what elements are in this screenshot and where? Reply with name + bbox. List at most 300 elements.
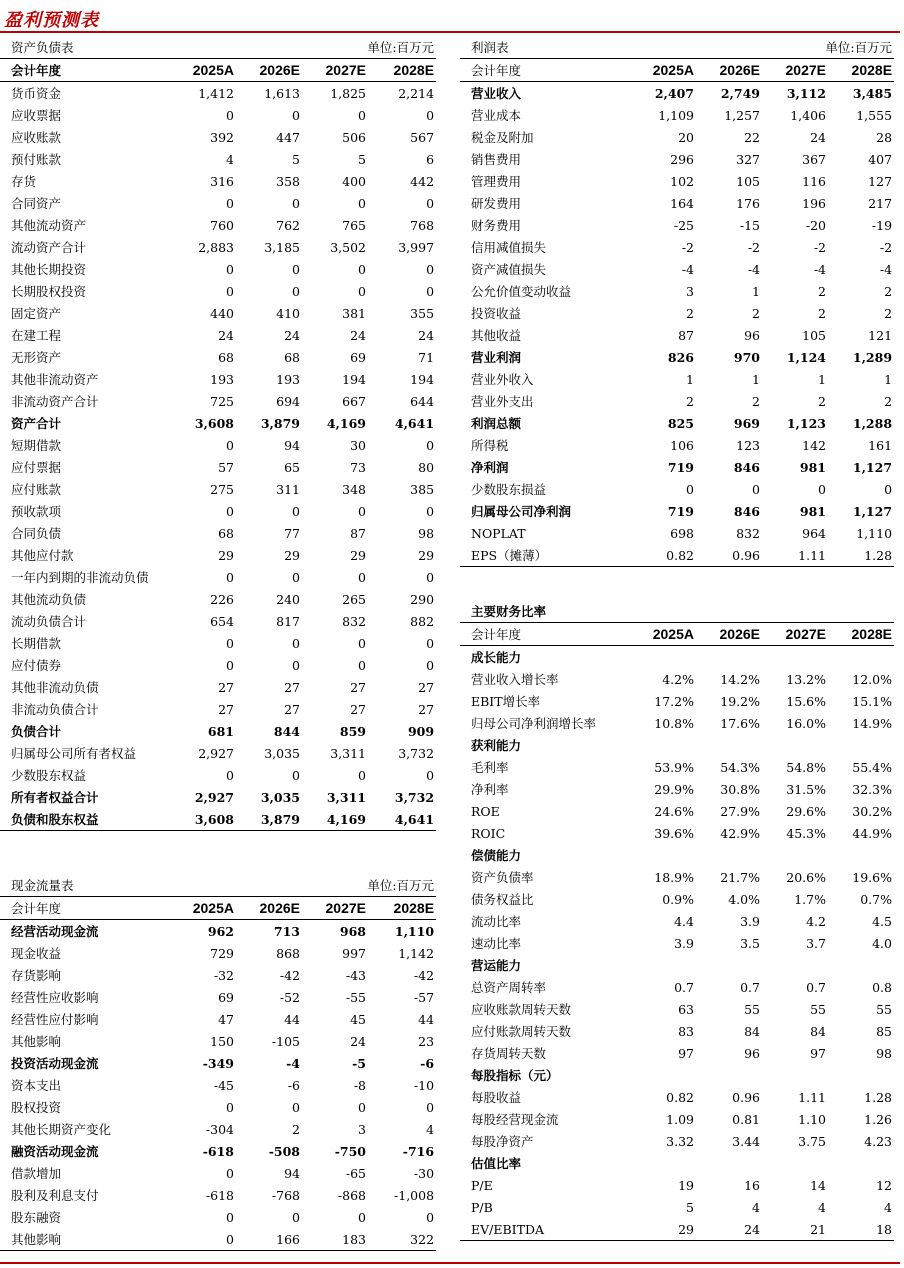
value-cell: 0 bbox=[226, 261, 234, 277]
table-row bbox=[460, 1130, 894, 1152]
value-cell: 729 bbox=[210, 945, 234, 961]
cash-flow-table bbox=[0, 873, 436, 1251]
table-row bbox=[0, 434, 436, 456]
table-row bbox=[0, 412, 436, 434]
value-cell: 1 bbox=[686, 371, 694, 387]
value-cell: 0 bbox=[426, 767, 435, 783]
value-cell: 87 bbox=[350, 525, 366, 541]
value-cell: 42.9% bbox=[720, 825, 760, 841]
value-cell: 3,035 bbox=[260, 789, 300, 805]
table-row bbox=[460, 236, 894, 258]
table-row bbox=[460, 1196, 894, 1218]
value-cell: 0 bbox=[358, 657, 366, 673]
value-cell: 54.3% bbox=[720, 759, 760, 775]
value-cell: 4.0 bbox=[872, 935, 892, 951]
value-cell: 760 bbox=[210, 217, 234, 233]
value-cell: 4 bbox=[226, 151, 234, 167]
table-row bbox=[460, 500, 894, 522]
table-row bbox=[460, 280, 894, 302]
value-cell: 20 bbox=[678, 129, 694, 145]
value-cell: 969 bbox=[733, 415, 760, 431]
row-label: 公允价值变动收益 bbox=[471, 284, 572, 299]
value-cell: -43 bbox=[345, 967, 366, 983]
row-label: 其他长期资产变化 bbox=[11, 1122, 112, 1137]
category-label: 估值比率 bbox=[471, 1156, 522, 1171]
value-cell: 19.6% bbox=[852, 869, 892, 885]
value-cell: 3,485 bbox=[852, 85, 893, 101]
row-label: 无形资产 bbox=[11, 350, 62, 365]
value-cell: 0 bbox=[426, 1209, 435, 1225]
row-label: 现金收益 bbox=[11, 946, 62, 961]
value-cell: 0 bbox=[292, 569, 300, 585]
value-cell: -1,008 bbox=[394, 1187, 435, 1203]
table-row bbox=[460, 258, 894, 280]
fiscal-year-label: 会计年度 bbox=[0, 59, 174, 82]
value-cell: 3,879 bbox=[236, 808, 302, 831]
value-cell: 0.7 bbox=[740, 979, 760, 995]
value-cell: 882 bbox=[410, 613, 435, 629]
value-cell: 2 bbox=[884, 305, 893, 321]
value-cell: -768 bbox=[271, 1187, 300, 1203]
category-label: 营运能力 bbox=[471, 958, 522, 973]
value-cell: 176 bbox=[736, 195, 760, 211]
table-row bbox=[460, 1108, 894, 1130]
value-cell: 265 bbox=[342, 591, 366, 607]
value-cell: 150 bbox=[210, 1033, 234, 1049]
value-cell: 0 bbox=[358, 635, 366, 651]
value-cell: 4.23 bbox=[864, 1133, 892, 1149]
value-cell: 0 bbox=[292, 767, 300, 783]
value-cell: 96 bbox=[744, 327, 760, 343]
value-cell: 83 bbox=[678, 1023, 694, 1039]
value-cell: 0 bbox=[292, 195, 300, 211]
value-cell: 4.5 bbox=[872, 913, 892, 929]
value-cell: 3.9 bbox=[740, 913, 760, 929]
value-cell: 0 bbox=[292, 261, 300, 277]
value-cell: 194 bbox=[410, 371, 435, 387]
row-label: 存货影响 bbox=[11, 968, 62, 983]
table-row bbox=[0, 964, 436, 986]
row-label: 财务费用 bbox=[471, 218, 522, 233]
table-row bbox=[0, 214, 436, 236]
value-cell: 4 bbox=[752, 1199, 760, 1215]
table-row bbox=[0, 390, 436, 412]
table-row bbox=[0, 82, 436, 105]
value-cell: 24 bbox=[218, 327, 234, 343]
table-row bbox=[0, 676, 436, 698]
row-label: 营业利润 bbox=[471, 350, 522, 365]
table-row bbox=[460, 346, 894, 368]
value-cell: 15.1% bbox=[852, 693, 892, 709]
value-cell: 44.9% bbox=[852, 825, 892, 841]
row-label: 少数股东权益 bbox=[11, 768, 87, 783]
value-cell: 765 bbox=[342, 217, 366, 233]
value-cell: 71 bbox=[418, 349, 435, 365]
value-cell: 4 bbox=[884, 1199, 892, 1215]
category-row bbox=[460, 844, 894, 866]
value-cell: 0 bbox=[226, 569, 234, 585]
value-cell: 0 bbox=[292, 283, 300, 299]
year-header: 2025A bbox=[634, 623, 696, 646]
row-label: 归属母公司净利润 bbox=[471, 504, 572, 519]
balance-sheet-title: 资产负债表 bbox=[0, 35, 174, 59]
row-label: 资产负债率 bbox=[471, 870, 534, 885]
fiscal-year-label: 会计年度 bbox=[460, 59, 634, 82]
row-label: 其他影响 bbox=[0, 1228, 174, 1251]
value-cell: -716 bbox=[402, 1143, 435, 1159]
table-row bbox=[460, 456, 894, 478]
table-row bbox=[0, 148, 436, 170]
value-cell: 85 bbox=[876, 1023, 892, 1039]
value-cell: 29 bbox=[284, 547, 300, 563]
section-heading-row bbox=[0, 873, 436, 897]
value-cell: 4.2 bbox=[806, 913, 826, 929]
row-label: 预付账款 bbox=[11, 152, 62, 167]
row-label: 流动负债合计 bbox=[11, 614, 87, 629]
value-cell: 105 bbox=[802, 327, 826, 343]
year-header: 2025A bbox=[634, 59, 696, 82]
value-cell: 3.7 bbox=[806, 935, 826, 951]
value-cell: -25 bbox=[673, 217, 694, 233]
row-label: 营业外收入 bbox=[471, 372, 534, 387]
value-cell: 290 bbox=[410, 591, 435, 607]
value-cell: 2 bbox=[292, 1121, 300, 1137]
row-label: 非流动负债合计 bbox=[11, 702, 99, 717]
table-row bbox=[0, 986, 436, 1008]
value-cell: 6 bbox=[426, 151, 435, 167]
value-cell: 846 bbox=[733, 459, 760, 475]
value-cell: 5 bbox=[686, 1199, 694, 1215]
value-cell: 327 bbox=[736, 151, 760, 167]
row-label: 股利及利息支付 bbox=[11, 1188, 99, 1203]
value-cell: 196 bbox=[802, 195, 826, 211]
row-label: 营业收入增长率 bbox=[471, 672, 559, 687]
value-cell: 2 bbox=[884, 283, 893, 299]
value-cell: 4,169 bbox=[302, 808, 368, 831]
table-row bbox=[0, 302, 436, 324]
row-label: 应付账款周转天数 bbox=[471, 1024, 572, 1039]
value-cell: 1,289 bbox=[852, 349, 893, 365]
value-cell: 997 bbox=[342, 945, 366, 961]
category-label: 成长能力 bbox=[471, 650, 522, 665]
value-cell: 94 bbox=[284, 437, 300, 453]
value-cell: 970 bbox=[733, 349, 760, 365]
value-cell: 1,412 bbox=[198, 85, 234, 101]
row-label: ROE bbox=[471, 803, 500, 819]
year-header-row bbox=[0, 59, 436, 82]
value-cell: -4 bbox=[286, 1055, 300, 1071]
table-row bbox=[0, 522, 436, 544]
value-cell: 55.4% bbox=[852, 759, 892, 775]
table-row bbox=[460, 522, 894, 544]
value-cell: 3,035 bbox=[264, 745, 300, 761]
value-cell: 84 bbox=[744, 1023, 760, 1039]
value-cell: 3.5 bbox=[740, 935, 760, 951]
year-header: 2028E bbox=[828, 623, 894, 646]
income-statement-table bbox=[460, 35, 894, 567]
value-cell: 121 bbox=[868, 327, 893, 343]
table-row bbox=[460, 82, 894, 105]
value-cell: 0 bbox=[226, 657, 234, 673]
value-cell: 142 bbox=[802, 437, 826, 453]
value-cell: 844 bbox=[273, 723, 300, 739]
table-row bbox=[0, 456, 436, 478]
value-cell: 28 bbox=[876, 129, 893, 145]
table-row bbox=[0, 654, 436, 676]
table-row bbox=[0, 1030, 436, 1052]
value-cell: 14.9% bbox=[852, 715, 892, 731]
value-cell: 69 bbox=[218, 989, 234, 1005]
value-cell: 4.4 bbox=[674, 913, 694, 929]
table-row bbox=[460, 690, 894, 712]
table-row bbox=[0, 742, 436, 764]
table-row bbox=[0, 1096, 436, 1118]
table-row bbox=[0, 1140, 436, 1162]
value-cell: 127 bbox=[868, 173, 893, 189]
value-cell: -65 bbox=[345, 1165, 366, 1181]
value-cell: 161 bbox=[868, 437, 893, 453]
row-label: 资产合计 bbox=[11, 416, 62, 431]
value-cell: 0 bbox=[426, 107, 435, 123]
value-cell: 1.7% bbox=[794, 891, 826, 907]
row-label: 营业成本 bbox=[471, 108, 522, 123]
fiscal-year-label: 会计年度 bbox=[460, 623, 634, 646]
value-cell: 97 bbox=[678, 1045, 694, 1061]
row-label: P/E bbox=[471, 1177, 493, 1193]
table-row bbox=[0, 1162, 436, 1184]
table-row bbox=[460, 1042, 894, 1064]
value-cell: 27 bbox=[418, 701, 435, 717]
table-row bbox=[460, 192, 894, 214]
table-row bbox=[460, 822, 894, 844]
value-cell: 909 bbox=[407, 723, 435, 739]
value-cell: 2 bbox=[752, 305, 760, 321]
table-row bbox=[460, 910, 894, 932]
row-label: 税金及附加 bbox=[471, 130, 534, 145]
value-cell: 3,732 bbox=[398, 745, 435, 761]
value-cell: 2 bbox=[818, 305, 826, 321]
value-cell: 316 bbox=[210, 173, 234, 189]
value-cell: 55 bbox=[744, 1001, 760, 1017]
table-row bbox=[460, 1086, 894, 1108]
value-cell: 392 bbox=[210, 129, 234, 145]
value-cell: 1.28 bbox=[864, 1089, 892, 1105]
value-cell: 105 bbox=[736, 173, 760, 189]
value-cell: 2 bbox=[686, 393, 694, 409]
value-cell: 0 bbox=[426, 261, 435, 277]
value-cell: 2 bbox=[818, 393, 826, 409]
year-header: 2028E bbox=[368, 59, 436, 82]
value-cell: 0 bbox=[358, 767, 366, 783]
value-cell: 16 bbox=[744, 1177, 760, 1193]
value-cell: 18.9% bbox=[654, 869, 694, 885]
table-row bbox=[460, 1020, 894, 1042]
value-cell: 1 bbox=[752, 371, 760, 387]
value-cell: 442 bbox=[410, 173, 435, 189]
value-cell: 0 bbox=[884, 481, 893, 497]
value-cell: 2,883 bbox=[198, 239, 234, 255]
value-cell: 275 bbox=[210, 481, 234, 497]
section-heading-row bbox=[460, 35, 894, 59]
value-cell: 17.6% bbox=[720, 715, 760, 731]
value-cell: 506 bbox=[342, 129, 366, 145]
value-cell: 3,608 bbox=[174, 808, 236, 831]
year-header: 2026E bbox=[696, 623, 762, 646]
category-row bbox=[460, 646, 894, 669]
value-cell: 1.28 bbox=[828, 544, 894, 567]
table-row bbox=[0, 1052, 436, 1074]
row-label: 其他影响 bbox=[11, 1034, 62, 1049]
value-cell: 80 bbox=[418, 459, 435, 475]
value-cell: 1,124 bbox=[786, 349, 826, 365]
value-cell: -2 bbox=[747, 239, 760, 255]
value-cell: 0 bbox=[358, 1209, 366, 1225]
value-cell: 817 bbox=[276, 613, 300, 629]
value-cell: -2 bbox=[879, 239, 893, 255]
value-cell: 0.96 bbox=[732, 1089, 760, 1105]
value-cell: 567 bbox=[410, 129, 435, 145]
value-cell: 63 bbox=[678, 1001, 694, 1017]
row-label: 在建工程 bbox=[11, 328, 62, 343]
value-cell: 2,214 bbox=[398, 85, 435, 101]
unit-label: 单位:百万元 bbox=[634, 35, 894, 59]
value-cell: 30.8% bbox=[720, 781, 760, 797]
value-cell: 698 bbox=[670, 525, 694, 541]
value-cell: 0 bbox=[426, 635, 435, 651]
value-cell: 84 bbox=[810, 1023, 826, 1039]
value-cell: 3,311 bbox=[330, 745, 366, 761]
value-cell: 0 bbox=[226, 283, 234, 299]
value-cell: 68 bbox=[218, 525, 234, 541]
value-cell: 0 bbox=[226, 1099, 234, 1115]
row-label: 固定资产 bbox=[11, 306, 62, 321]
value-cell: 24.6% bbox=[654, 803, 694, 819]
value-cell: 0 bbox=[426, 503, 435, 519]
value-cell: 0 bbox=[426, 283, 435, 299]
table-row bbox=[460, 932, 894, 954]
value-cell: 24 bbox=[810, 129, 826, 145]
row-label: 少数股东损益 bbox=[471, 482, 547, 497]
value-cell: -15 bbox=[739, 217, 760, 233]
value-cell: 868 bbox=[276, 945, 300, 961]
year-header: 2025A bbox=[174, 897, 236, 920]
row-label: 应付账款 bbox=[11, 482, 62, 497]
value-cell: -105 bbox=[271, 1033, 300, 1049]
value-cell: 322 bbox=[368, 1228, 436, 1251]
value-cell: 68 bbox=[284, 349, 300, 365]
value-cell: 98 bbox=[876, 1045, 892, 1061]
row-label: 归属母公司所有者权益 bbox=[11, 746, 137, 761]
value-cell: 1 bbox=[884, 371, 893, 387]
row-label: 债务权益比 bbox=[471, 892, 534, 907]
value-cell: 1,555 bbox=[856, 107, 893, 123]
table-row bbox=[460, 148, 894, 170]
title-divider bbox=[0, 31, 900, 33]
value-cell: 296 bbox=[670, 151, 694, 167]
row-label: 毛利率 bbox=[471, 760, 509, 775]
table-row bbox=[0, 808, 436, 831]
table-row bbox=[460, 1174, 894, 1196]
value-cell: 1.11 bbox=[798, 1089, 826, 1105]
table-row bbox=[0, 170, 436, 192]
year-header: 2025A bbox=[174, 59, 236, 82]
value-cell: 19 bbox=[678, 1177, 694, 1193]
value-cell: 1,142 bbox=[398, 945, 435, 961]
row-label: 速动比率 bbox=[471, 936, 522, 951]
row-label: 合同资产 bbox=[11, 196, 62, 211]
table-row bbox=[460, 434, 894, 456]
row-label: 应付债券 bbox=[11, 658, 62, 673]
value-cell: -42 bbox=[279, 967, 300, 983]
value-cell: -868 bbox=[337, 1187, 366, 1203]
value-cell: 22 bbox=[744, 129, 760, 145]
value-cell: 94 bbox=[284, 1165, 300, 1181]
row-label: 一年内到期的非流动负债 bbox=[11, 570, 149, 585]
value-cell: 69 bbox=[350, 349, 366, 365]
value-cell: 0.82 bbox=[666, 1089, 694, 1105]
row-label: 预收款项 bbox=[11, 504, 62, 519]
value-cell: 2,749 bbox=[720, 85, 760, 101]
value-cell: 0 bbox=[686, 481, 694, 497]
value-cell: 27 bbox=[418, 679, 435, 695]
value-cell: 217 bbox=[868, 195, 893, 211]
row-label: 应收账款周转天数 bbox=[471, 1002, 572, 1017]
value-cell: 27 bbox=[350, 701, 366, 717]
row-label: 所得税 bbox=[471, 438, 509, 453]
value-cell: 29.6% bbox=[786, 803, 826, 819]
value-cell: 0 bbox=[818, 481, 826, 497]
value-cell: 2 bbox=[686, 305, 694, 321]
row-label: 非流动资产合计 bbox=[11, 394, 99, 409]
row-label: 利润总额 bbox=[471, 416, 522, 431]
value-cell: 21.7% bbox=[720, 869, 760, 885]
table-row bbox=[460, 214, 894, 236]
value-cell: -19 bbox=[871, 217, 893, 233]
value-cell: -5 bbox=[352, 1055, 366, 1071]
table-row bbox=[0, 610, 436, 632]
value-cell: 47 bbox=[218, 1011, 234, 1027]
value-cell: 407 bbox=[868, 151, 893, 167]
value-cell: 2,407 bbox=[654, 85, 694, 101]
row-label: 长期股权投资 bbox=[11, 284, 87, 299]
value-cell: 24 bbox=[418, 327, 435, 343]
row-label: 每股收益 bbox=[471, 1090, 522, 1105]
row-label: 净利润 bbox=[471, 460, 509, 475]
row-label: 管理费用 bbox=[471, 174, 522, 189]
value-cell: 29 bbox=[634, 1218, 696, 1241]
value-cell: 0.7 bbox=[806, 979, 826, 995]
table-row bbox=[0, 720, 436, 742]
value-cell: 97 bbox=[810, 1045, 826, 1061]
fiscal-year-label: 会计年度 bbox=[0, 897, 174, 920]
value-cell: 0 bbox=[358, 261, 366, 277]
value-cell: 27 bbox=[284, 701, 300, 717]
value-cell: 0 bbox=[174, 1228, 236, 1251]
table-row bbox=[460, 998, 894, 1020]
value-cell: 13.2% bbox=[786, 671, 826, 687]
table-row bbox=[460, 712, 894, 734]
value-cell: 4,641 bbox=[368, 808, 436, 831]
table-row bbox=[0, 1206, 436, 1228]
value-cell: 1.10 bbox=[798, 1111, 826, 1127]
value-cell: 14.2% bbox=[720, 671, 760, 687]
value-cell: 4.0% bbox=[728, 891, 760, 907]
value-cell: 4 bbox=[426, 1121, 435, 1137]
value-cell: 16.0% bbox=[786, 715, 826, 731]
value-cell: 164 bbox=[670, 195, 694, 211]
table-row bbox=[0, 1118, 436, 1140]
value-cell: 32.3% bbox=[852, 781, 892, 797]
